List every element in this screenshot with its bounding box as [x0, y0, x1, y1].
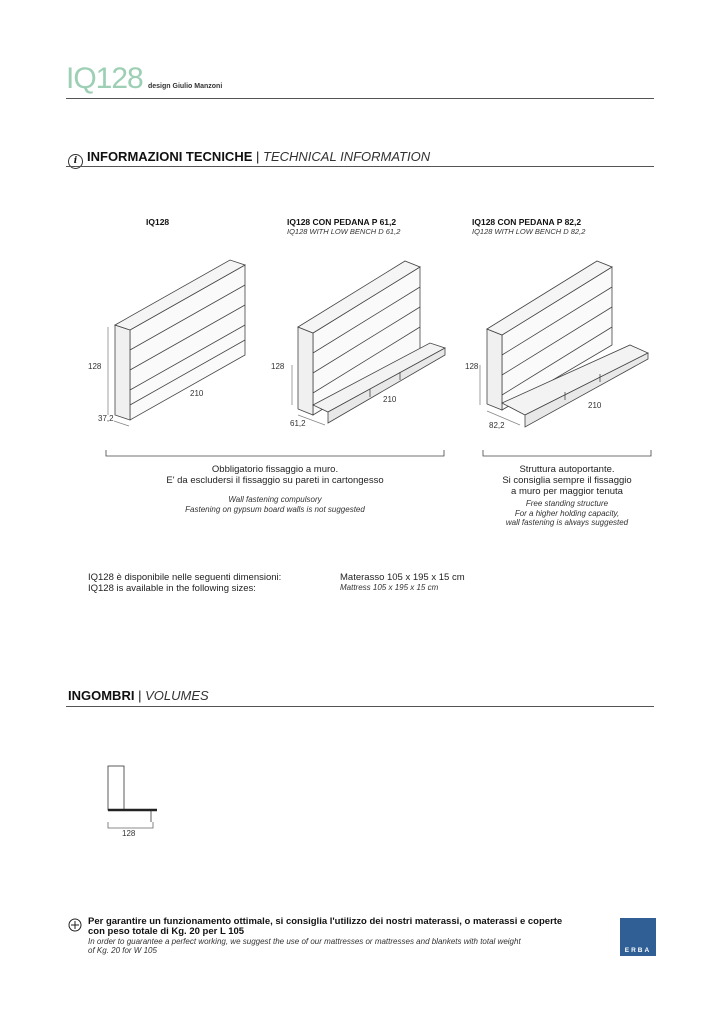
product-subtitle: IQ128 WITH LOW BENCH D 61,2 — [287, 227, 401, 236]
designer-credit: design Giulio Manzoni — [148, 83, 223, 90]
dimension-height: 128 — [465, 362, 479, 371]
dimension-width: 210 — [383, 395, 397, 404]
note-right: Struttura autoportante. Si consiglia sempre il fissaggio a muro per maggior tenuta Free standing structure For a higher holding capacity, wall fastening is always suggested — [502, 464, 632, 527]
product-logo: IQ128 — [66, 62, 143, 95]
footer-note: Per garantire un funzionamento ottimale, si consiglia l'utilizzo dei nostri materassi, o materassi e coperte con peso totale di Kg. 20 per L 105 In order to guarantee a perfect working, we suggest the use of our mattresses or mattresses and blankets with total weight of Kg. 20 for W 105 — [88, 916, 563, 955]
dimension-depth: 61,2 — [290, 419, 306, 428]
iq128-drawing — [100, 255, 260, 430]
availability-text: IQ128 è disponibile nelle seguenti dimensioni: IQ128 is available in the following sizes: — [88, 572, 282, 594]
header-divider — [66, 98, 654, 99]
product-title: IQ128 CON PEDANA P 82,2 — [472, 217, 582, 227]
product-subtitle: IQ128 WITH LOW BENCH D 82,2 — [472, 227, 586, 236]
product-title: IQ128 — [146, 217, 170, 227]
bracket-left — [105, 450, 445, 460]
technical-divider — [66, 166, 654, 167]
dimension-height: 128 — [88, 362, 102, 371]
bracket-right — [482, 450, 652, 460]
dimension-depth: 37,2 — [98, 414, 114, 423]
brand-logo: ERBA — [620, 918, 656, 956]
dimension-depth: 82,2 — [489, 421, 505, 430]
dimension-width: 210 — [190, 389, 204, 398]
product-title: IQ128 CON PEDANA P 61,2 — [287, 217, 397, 227]
iq128-bench-61-drawing — [280, 255, 450, 430]
info-icon: i — [68, 154, 83, 169]
dimension-height: 128 — [271, 362, 285, 371]
volumes-plan-drawing — [105, 764, 165, 834]
dimension-width: 210 — [588, 401, 602, 410]
volume-dimension: 128 — [122, 829, 136, 838]
mattress-size: Materasso 105 x 195 x 15 cm Mattress 105 x 195 x 15 cm — [340, 572, 465, 592]
note-left: Obbligatorio fissaggio a muro. E' da escludersi il fissaggio su pareti in cartongesso Wall fastening compulsory Fastening on gypsum board walls is not suggested — [166, 464, 384, 514]
volumes-divider — [66, 706, 654, 707]
plus-circle-icon — [68, 918, 82, 932]
volumes-section-title: INGOMBRI | VOLUMES — [68, 688, 209, 703]
iq128-bench-82-drawing — [470, 255, 655, 435]
technical-section-title: i INFORMAZIONI TECNICHE | TECHNICAL INFORMATION — [68, 149, 430, 169]
